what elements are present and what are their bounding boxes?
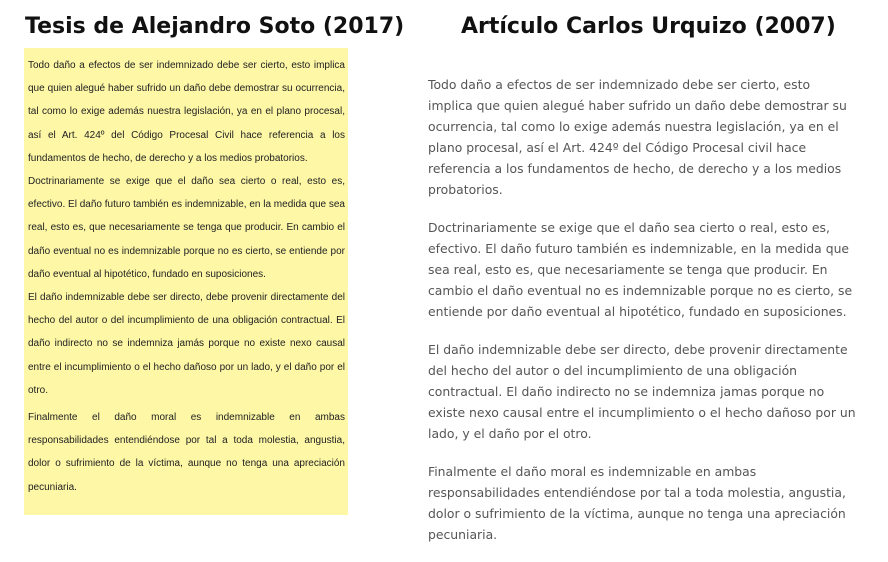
- left-highlighted-excerpt: [24, 48, 348, 515]
- left-paragraph-3: El daño indemnizable debe ser directo, debe provenir directamente del hecho del autor o del incumplimiento de una obligación contractual. El daño indirecto no se indemniza jamás porque no existe nexo causal entre el incumplimiento o el hecho dañoso por un lado, y el daño por el otro.: [28, 292, 345, 396]
- right-paragraph-3: El daño indemnizable debe ser directo, debe provenir directamente del hecho del autor o del incumplimiento de una obligación contractual. El daño indirecto no se indemniza jamas porque no existe nexo causal entre el incumplimiento o el hecho dañoso por un lado, y el daño por el otro.: [428, 342, 856, 441]
- right-column-title: Artículo Carlos Urquizo (2007): [461, 14, 836, 39]
- left-paragraph-2: Doctrinariamente se exige que el daño sea cierto o real, esto es, efectivo. El daño futuro también es indemnizable, en la medida que sea real, esto es, que necesariamente se tenga que producir. En cambio el daño eventual no es indemnizable porque no es cierto, se entiende por daño eventual al hipotético, fundado en suposiciones.: [28, 176, 345, 280]
- right-paragraph-1: Todo daño a efectos de ser indemnizado debe ser cierto, esto implica que quien alegué haber sufrido un daño debe demostrar su ocurrencia, tal como lo exige además nuestra legislación, ya en el plano procesal, así el Art. 424º del Código Procesal civil hace referencia a los fundamentos de hecho, de derecho y a los medios probatorios.: [428, 77, 847, 197]
- left-column-title: Tesis de Alejandro Soto (2017): [25, 14, 405, 39]
- left-paragraph-4: Finalmente el daño moral es indemnizable en ambas responsabilidades entendiéndose por tal a toda molestia, angustia, dolor o sufrimiento de la víctima, aunque no tenga una apreciación pecuniaria.: [28, 412, 345, 493]
- right-text-block: [428, 74, 856, 562]
- right-paragraph-4: Finalmente el daño moral es indemnizable en ambas responsabilidades entendiéndose por tal a toda molestia, angustia, dolor o sufrimiento de la víctima, aunque no tenga una apreciación pecuniaria.: [428, 464, 846, 542]
- right-paragraph-2: Doctrinariamente se exige que el daño sea cierto o real, esto es, efectivo. El daño futuro también es indemnizable, en la medida que sea real, esto es, que necesariamente se tenga que producir. En cambio el daño eventual no es indemnizable porque no es cierto, se entiende por daño eventual al hipotético, fundado en suposiciones.: [428, 220, 853, 319]
- left-paragraph-1: Todo daño a efectos de ser indemnizado debe ser cierto, esto implica que quien alegué haber sufrido un daño debe demostrar su ocurrencia, tal como lo exige además nuestra legislación, ya en el plano procesal, así el Art. 424º del Código Procesal Civil hace referencia a los fundamentos de hecho, de derecho y a los medios probatorios.: [28, 60, 345, 164]
- left-text-block: [28, 54, 345, 499]
